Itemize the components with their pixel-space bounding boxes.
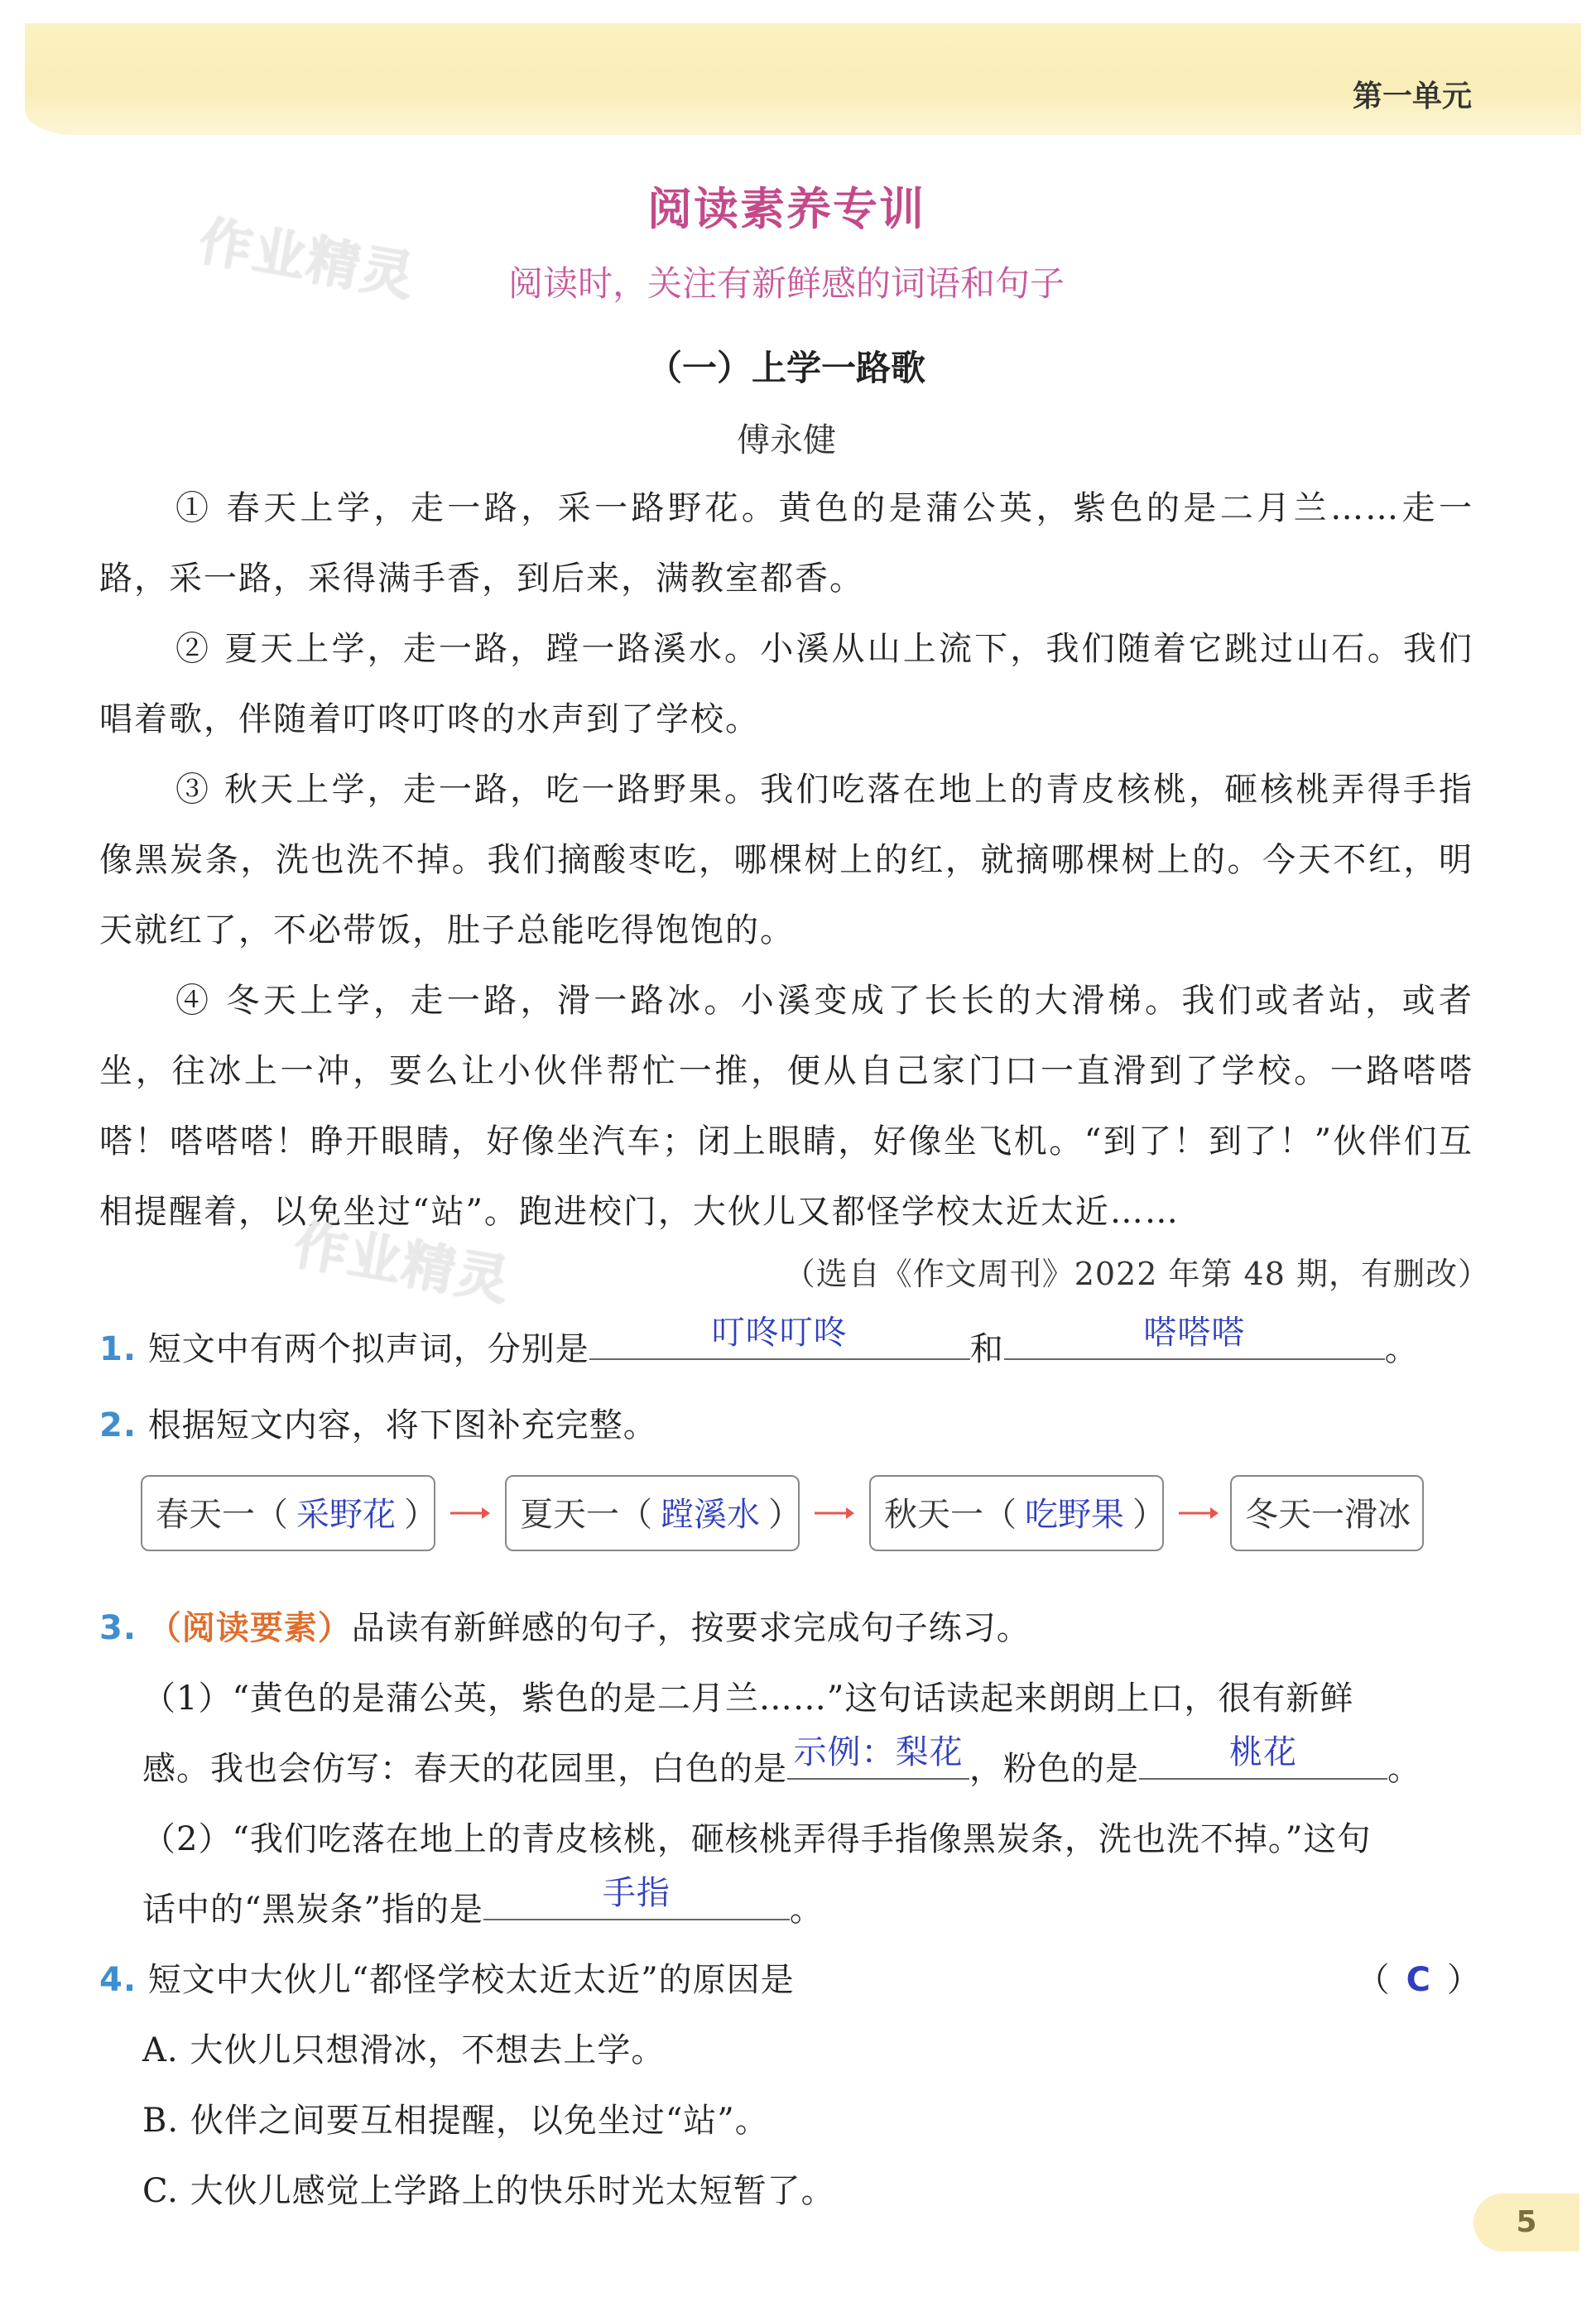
answer-text: 桃花 <box>1229 1733 1297 1771</box>
selected-choice: C <box>1406 1961 1430 1999</box>
question-text: 品读有新鲜感的句子，按要求完成句子练习。 <box>351 1609 1031 1647</box>
article-author: 傅永健 <box>737 421 836 459</box>
question-number: 2. <box>99 1406 137 1444</box>
answer-blank[interactable] <box>483 1874 790 1920</box>
box-label: ） <box>404 1496 437 1534</box>
question-number: 3. <box>99 1609 137 1647</box>
question-number: 4. <box>99 1961 137 1999</box>
punctuation: ） <box>1447 1961 1480 1999</box>
answer-blank[interactable] <box>787 1733 969 1780</box>
header-banner <box>25 23 1581 135</box>
reading-element-tag: （阅读要素） <box>147 1609 352 1647</box>
question-text: 短文中有两个拟声词，分别是 <box>147 1330 589 1368</box>
q3-sub2-line1: （2）“我们吃落在地上的青皮核桃，砸核桃弄得手指像黑炭条，洗也洗不掉。”这句 <box>142 1820 1372 1858</box>
question-text: 话中的“黑炭条”指的是 <box>142 1891 483 1929</box>
arrow-right-icon <box>813 1505 856 1521</box>
answer-blank[interactable] <box>1139 1733 1387 1780</box>
flow-box-autumn[interactable] <box>869 1475 1164 1551</box>
question-text: 短文中大伙儿“都怪学校太近太近”的原因是 <box>147 1961 795 1999</box>
paragraph-2: ② 夏天上学，走一路，蹚一路溪水。小溪从山上流下，我们随着它跳过山石。我们唱着歌，伴随着叮咚叮咚的水声到了学校。 <box>99 630 1473 738</box>
paragraph-1: ① 春天上学，走一路，采一路野花。黄色的是蒲公英，紫色的是二月兰……走一路，采一路，采得满手香，到后来，满教室都香。 <box>99 489 1473 598</box>
page-subtitle: 阅读时，关注有新鲜感的词语和句子 <box>507 263 1065 304</box>
question-4 <box>99 1954 795 2001</box>
question-text: 根据短文内容，将下图补充完整。 <box>147 1406 657 1444</box>
flow-box-spring[interactable] <box>141 1475 435 1551</box>
unit-label: 第一单元 <box>1352 79 1472 113</box>
q3-sub1-line1: （1）“黄色的是蒲公英，紫色的是二月兰……”这句话读起来朗朗上口，很有新鲜 <box>142 1680 1354 1718</box>
box-label: 春天一（ <box>156 1496 288 1534</box>
punctuation: 。 <box>1384 1330 1419 1368</box>
box-label: 夏天一（ <box>520 1496 652 1534</box>
box-label: ） <box>1132 1496 1166 1534</box>
question-3 <box>99 1602 1031 1649</box>
option-b[interactable]: B. 伙伴之间要互相提醒，以免坐过“站”。 <box>142 2102 769 2140</box>
answer-text: 手指 <box>602 1874 671 1912</box>
article-source: （选自《作文周刊》2022 年第 48 期，有删改） <box>783 1256 1490 1292</box>
watermark: 作业精灵 <box>194 210 421 310</box>
punctuation: 。 <box>789 1891 824 1929</box>
question-text: ，粉色的是 <box>969 1750 1139 1788</box>
box-answer: 采野花 <box>296 1496 396 1534</box>
page-number: 5 <box>1473 2194 1579 2252</box>
watermark: 作业精灵 <box>289 1214 516 1314</box>
article-title: （一）上学一路歌 <box>647 348 925 388</box>
arrow-right-icon <box>1177 1505 1220 1521</box>
q3-sub1-line2 <box>142 1733 1421 1790</box>
answer-blank[interactable] <box>1004 1314 1385 1360</box>
option-c[interactable]: C. 大伙儿感觉上学路上的快乐时光太短暂了。 <box>142 2172 835 2210</box>
page-title: 阅读素养专训 <box>647 183 925 235</box>
box-answer: 吃野果 <box>1025 1496 1124 1534</box>
paragraph-4: ④ 冬天上学，走一路，滑一路冰。小溪变成了长长的大滑梯。我们或者站，或者坐，往冰上一冲，要么让小伙伴帮忙一推，便从自己家门口一直滑到了学校。一路嗒嗒嗒！嗒嗒嗒！睁开眼睛，好像坐汽车；闭上眼睛，好像坐飞机。“到了！到了！”伙伴们互相提醒着，以免坐过“站”。跑进校门，大伙儿又都怪学校太近太近…… <box>99 982 1473 1231</box>
arrow-right-icon <box>449 1505 492 1521</box>
box-label: 秋天一（ <box>884 1496 1017 1534</box>
punctuation: （ <box>1356 1961 1390 1999</box>
question-2 <box>99 1399 657 1446</box>
option-a[interactable]: A. 大伙儿只想滑冰，不想去上学。 <box>142 2031 666 2069</box>
q3-sub2-line2 <box>142 1874 824 1930</box>
answer-text: 嗒嗒嗒 <box>1143 1314 1246 1352</box>
flow-box-winter <box>1230 1475 1424 1551</box>
flow-box-summer[interactable] <box>505 1475 800 1551</box>
answer-blank[interactable] <box>589 1314 970 1360</box>
paragraph-3: ③ 秋天上学，走一路，吃一路野果。我们吃落在地上的青皮核桃，砸核桃弄得手指像黑炭条，洗也洗不掉。我们摘酸枣吃，哪棵树上的红，就摘哪棵树上的。今天不红，明天就红了，不必带饭，肚子总能吃得饱饱的。 <box>99 771 1473 949</box>
box-answer: 蹚溪水 <box>661 1496 760 1534</box>
choice-answer[interactable] <box>1357 1954 1480 2001</box>
punctuation: 。 <box>1387 1750 1421 1788</box>
box-label: ） <box>768 1496 801 1534</box>
question-1 <box>99 1314 1419 1370</box>
box-label: 冬天一滑冰 <box>1245 1496 1411 1534</box>
question-text: 和 <box>969 1330 1004 1368</box>
answer-text: 示例：梨花 <box>793 1733 964 1771</box>
answer-text: 叮咚叮咚 <box>711 1314 848 1352</box>
question-text: 感。我也会仿写：春天的花园里，白色的是 <box>142 1750 787 1788</box>
season-flow-diagram <box>141 1475 1432 1558</box>
question-number: 1. <box>99 1330 137 1368</box>
